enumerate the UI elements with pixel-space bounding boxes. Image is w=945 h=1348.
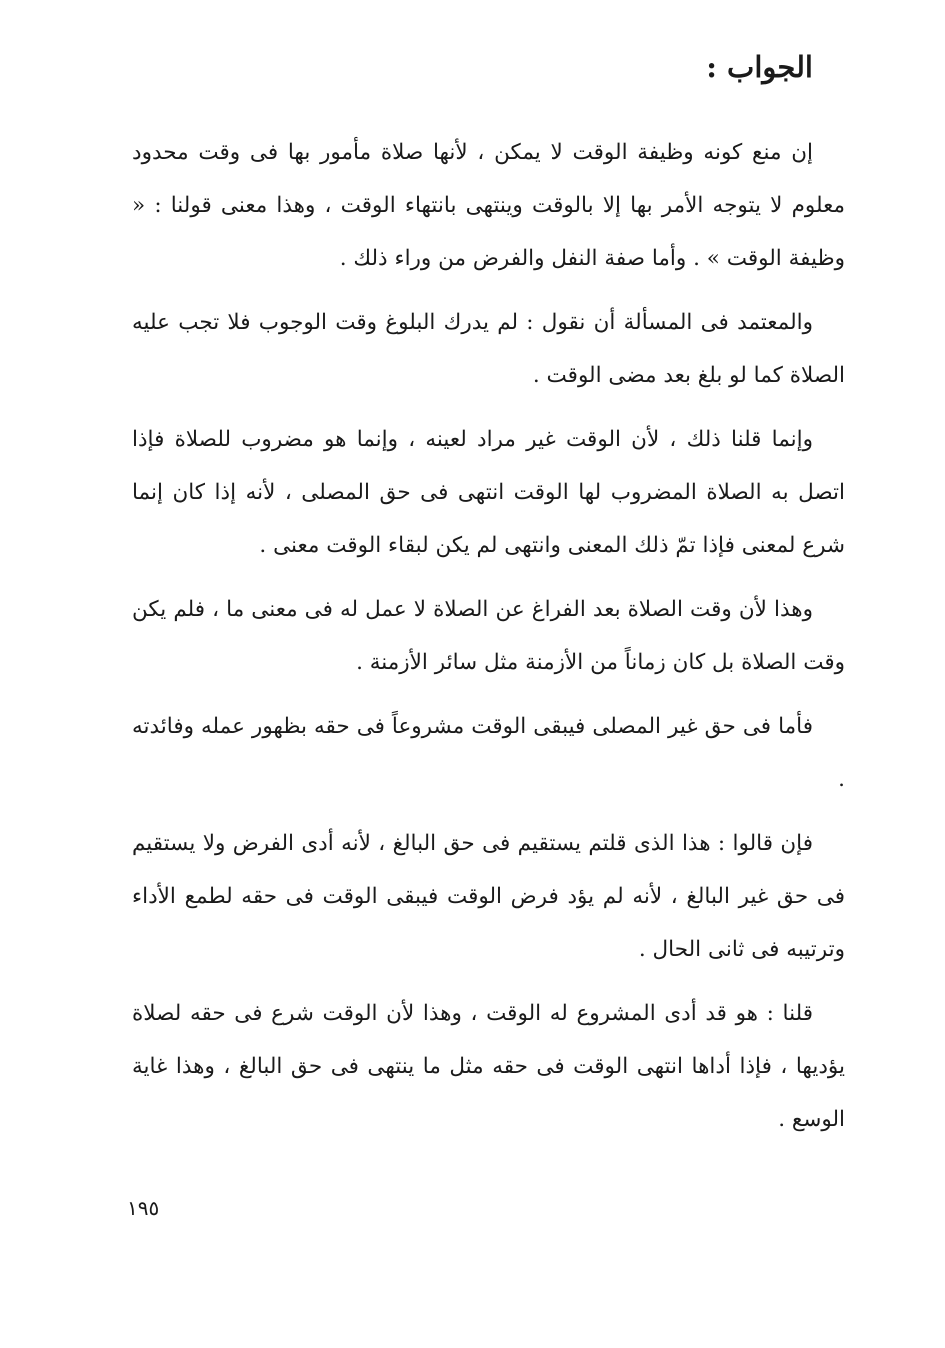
paragraph-6: فإن قالوا : هذا الذى قلتم يستقيم فى حق البالغ ، لأنه أدى الفرض ولا يستقيم فى حق غير البالغ ، لأنه لم يؤد فرض الوقت فيبقى الوقت فى حقه لطمع الأداء وترتيبه فى ثانى الحال . <box>132 831 845 962</box>
page-number: ١٩٥ <box>127 1196 160 1220</box>
paragraph-5: فأما فى حق غير المصلى فيبقى الوقت مشروعاً فى حقه بظهور عمله وفائدته . <box>132 714 845 792</box>
paragraph-1: إن منع كونه وظيفة الوقت لا يمكن ، لأنها صلاة مأمور بها فى وقت محدود معلوم لا يتوجه الأمر بها إلا بالوقت وينتهى بانتهاء الوقت ، وهذا معنى قولنا : « وظيفة الوقت » . وأما صفة النفل والفرض من وراء ذلك . <box>132 140 845 271</box>
paragraph-7: قلنا : هو قد أدى المشروع له الوقت ، وهذا لأن الوقت شرع فى حقه لصلاة يؤديها ، فإذا أداها انتهى الوقت فى حقه مثل ما ينتهى فى حق البالغ ، وهذا غاية الوسع . <box>132 1001 845 1132</box>
section-heading: الجواب : <box>706 50 813 84</box>
paragraph-4: وهذا لأن وقت الصلاة بعد الفراغ عن الصلاة لا عمل له فى معنى ما ، فلم يكن وقت الصلاة بل كان زماناً من الأزمنة مثل سائر الأزمنة . <box>132 597 845 675</box>
paragraph-3: وإنما قلنا ذلك ، لأن الوقت غير مراد لعينه ، وإنما هو مضروب للصلاة فإذا اتصل به الصلاة المضروب لها الوقت انتهى فى حق المصلى ، لأنه إذا كان إنما شرع لمعنى فإذا تمّ ذلك المعنى وانتهى لم يكن لبقاء الوقت معنى . <box>132 427 845 558</box>
body-text <box>132 126 845 1157</box>
paragraph-2: والمعتمد فى المسألة أن نقول : لم يدرك البلوغ وقت الوجوب فلا تجب عليه الصلاة كما لو بلغ بعد مضى الوقت . <box>132 310 845 388</box>
